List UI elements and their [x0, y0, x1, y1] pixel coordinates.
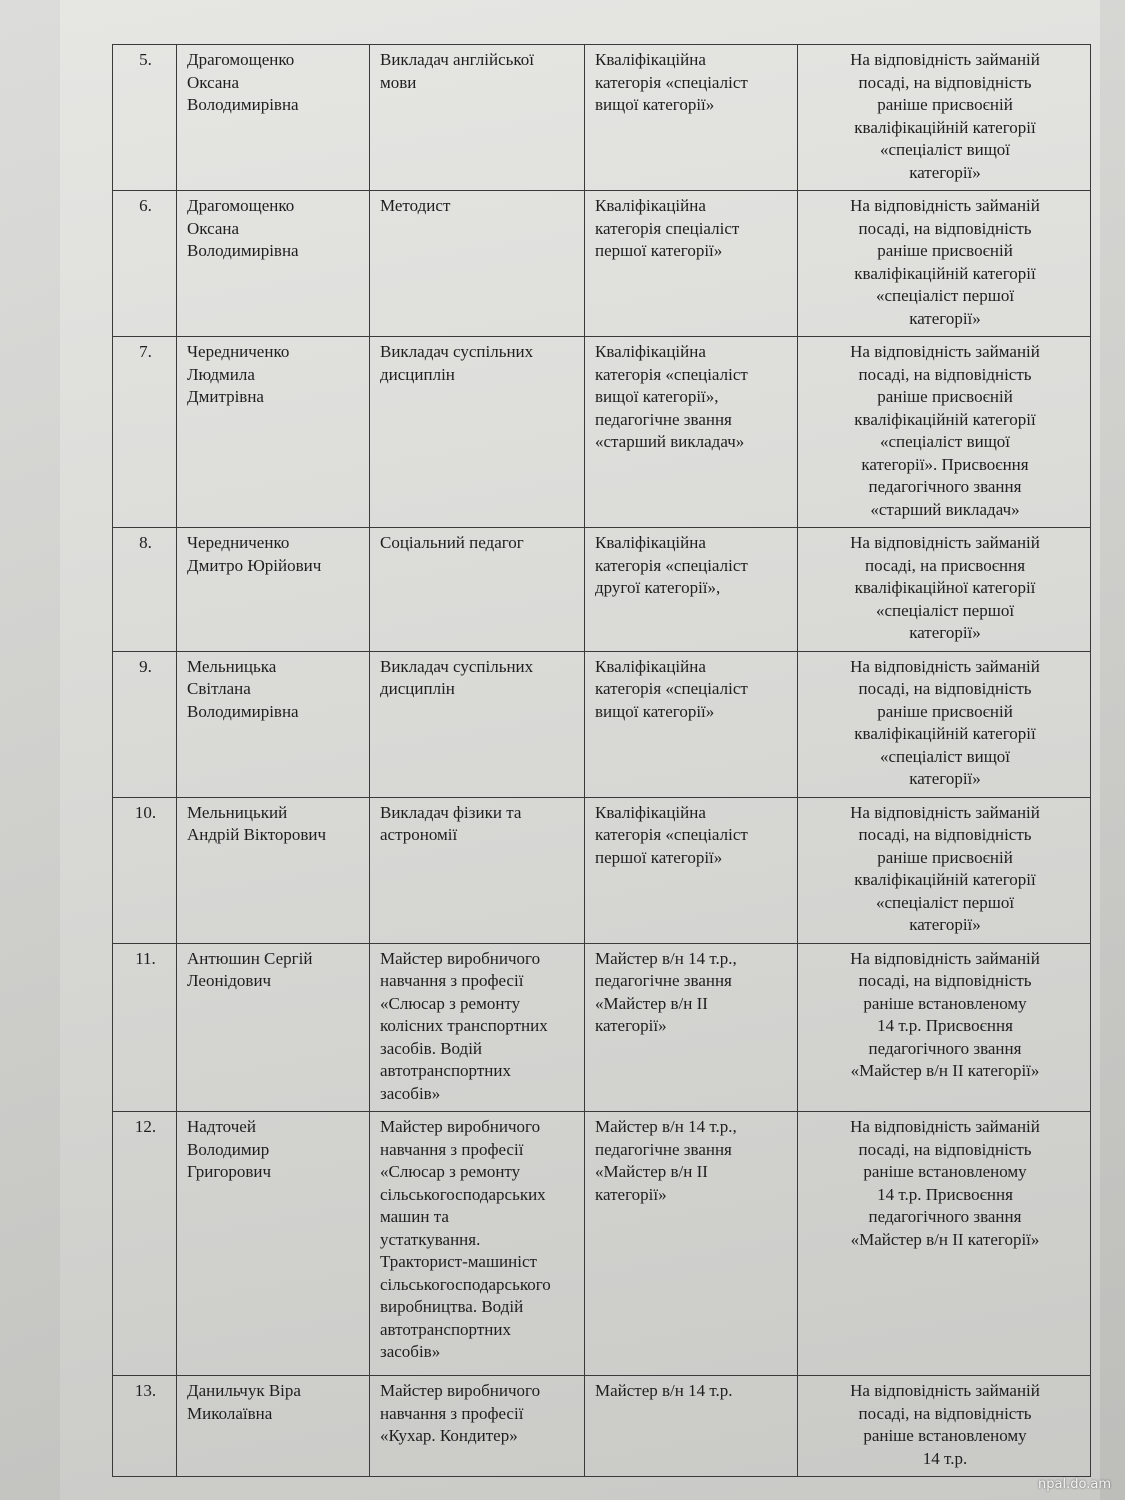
- position-line: мови: [380, 72, 417, 92]
- position-line: засобів»: [380, 1342, 441, 1361]
- qualification-cell: [585, 337, 798, 528]
- position-line: Майстер виробничого: [380, 948, 541, 968]
- row-number-cell: [113, 337, 177, 528]
- person-name-line: Надточей: [187, 1117, 256, 1136]
- person-name-line: Володимир: [187, 1139, 270, 1159]
- attestation-decision-line: раніше присвоєній: [877, 847, 1013, 867]
- position-line: Методист: [380, 196, 451, 215]
- qualification-line: категорії»: [595, 1184, 667, 1204]
- person-name-cell: [177, 337, 370, 528]
- position-line: автотранспортних: [380, 1061, 511, 1080]
- position-cell: [370, 191, 585, 337]
- attestation-decision-line: категорії»: [909, 623, 981, 642]
- attestation-decision-line: посаді, на відповідність: [858, 1403, 1032, 1423]
- attestation-decision-line: На відповідність займаній: [850, 533, 1040, 552]
- attestation-decision-line: «спеціаліст першої: [875, 286, 1015, 305]
- person-name-line: Дмитрівна: [187, 387, 264, 406]
- qualification-line: категорії»: [595, 1016, 667, 1035]
- row-number-cell: [113, 943, 177, 1112]
- attestation-decision-line: категорії»: [909, 162, 981, 182]
- attestation-decision-line: категорії»: [909, 915, 981, 934]
- position-line: дисциплін: [380, 364, 455, 384]
- attestation-decision-line: На відповідність займаній: [850, 342, 1040, 361]
- attestation-decision-line: посаді, на відповідність: [858, 971, 1032, 990]
- position-cell: [370, 528, 585, 652]
- person-name-line: Чередниченко: [187, 342, 290, 361]
- person-name-line: Драгомощенко: [187, 196, 295, 215]
- qualification-line: вищої категорії»: [595, 701, 715, 721]
- attestation-decision-line: «старший викладач»: [870, 499, 1020, 519]
- position-line: Тракторист-машиніст: [380, 1252, 537, 1271]
- position-cell: [370, 943, 585, 1112]
- row-number: 5.: [139, 50, 152, 69]
- row-number: 7.: [139, 342, 152, 361]
- attestation-decision-line: посаді, на відповідність: [858, 825, 1032, 844]
- person-name-cell: [177, 943, 370, 1112]
- attestation-table: [112, 44, 1091, 1477]
- position-line: засобів. Водій: [380, 1038, 483, 1058]
- attestation-decision-line: 14 т.р.: [922, 1448, 968, 1468]
- qualification-line: Кваліфікаційна: [595, 802, 706, 822]
- qualification-line: Майстер в/н 14 т.р.,: [595, 948, 737, 968]
- position-cell: [370, 1376, 585, 1477]
- attestation-decision-line: кваліфікаційній категорії: [854, 117, 1036, 137]
- person-name-line: Світлана: [187, 679, 251, 698]
- table-row: [113, 45, 1091, 191]
- attestation-decision-line: На відповідність займаній: [850, 50, 1040, 69]
- position-line: Викладач суспільних: [380, 342, 534, 361]
- attestation-decision-line: посаді, на відповідність: [858, 218, 1032, 238]
- qualification-cell: [585, 528, 798, 652]
- qualification-line: категорія «спеціаліст: [595, 72, 748, 92]
- table-row: [113, 528, 1091, 652]
- qualification-line: категорія спеціаліст: [595, 218, 740, 238]
- position-line: Майстер виробничого: [380, 1381, 541, 1400]
- position-line: дисциплін: [380, 679, 455, 698]
- position-line: астрономії: [380, 825, 458, 844]
- person-name-line: Мельницький: [187, 802, 288, 822]
- attestation-decision-line: На відповідність займаній: [850, 1117, 1040, 1136]
- qualification-line: Майстер в/н 14 т.р.,: [595, 1117, 737, 1136]
- qualification-cell: [585, 943, 798, 1112]
- attestation-decision-line: «спеціаліст вищої: [879, 140, 1011, 159]
- attestation-decision-line: раніше встановленому: [863, 1426, 1027, 1445]
- attestation-decision-line: «Майстер в/н II категорії»: [850, 1229, 1040, 1249]
- position-line: навчання з професії: [380, 1403, 524, 1423]
- attestation-decision-line: категорії». Присвоєння: [861, 454, 1029, 474]
- attestation-decision-line: категорії»: [909, 769, 981, 788]
- person-name-cell: [177, 1376, 370, 1477]
- attestation-decision-line: кваліфікаційної категорії: [854, 578, 1036, 597]
- attestation-decision-line: посаді, на відповідність: [858, 1139, 1032, 1159]
- attestation-decision-line: На відповідність займаній: [850, 802, 1040, 822]
- qualification-line: категорія «спеціаліст: [595, 555, 748, 575]
- position-line: навчання з професії: [380, 971, 524, 990]
- attestation-decision-line: раніше присвоєній: [877, 241, 1013, 260]
- attestation-decision-line: педагогічного звання: [868, 1207, 1022, 1226]
- qualification-cell: [585, 1112, 798, 1376]
- qualification-line: Майстер в/н 14 т.р.: [595, 1381, 733, 1400]
- position-line: навчання з професії: [380, 1139, 524, 1159]
- person-name-line: Володимирівна: [187, 701, 299, 721]
- position-line: засобів»: [380, 1083, 441, 1103]
- table-row: [113, 797, 1091, 943]
- position-line: сільськогосподарського: [380, 1274, 551, 1294]
- qualification-line: категорія «спеціаліст: [595, 679, 748, 698]
- person-name-line: Андрій Вікторович: [187, 825, 327, 844]
- qualification-cell: [585, 797, 798, 943]
- position-line: сільськогосподарських: [380, 1184, 546, 1204]
- position-cell: [370, 1112, 585, 1376]
- person-name-line: Антюшин Сергій: [187, 948, 313, 968]
- person-name-line: Оксана: [187, 72, 240, 92]
- qualification-cell: [585, 45, 798, 191]
- qualification-cell: [585, 651, 798, 797]
- row-number-cell: [113, 797, 177, 943]
- attestation-decision-cell: [798, 45, 1091, 191]
- position-line: Соціальний педагог: [380, 533, 524, 552]
- attestation-decision-line: категорії»: [909, 308, 981, 328]
- qualification-line: першої категорії»: [595, 241, 723, 260]
- attestation-decision-line: «спеціаліст першої: [875, 892, 1015, 912]
- attestation-decision-cell: [798, 1112, 1091, 1376]
- attestation-decision-line: На відповідність займаній: [850, 196, 1040, 215]
- attestation-decision-cell: [798, 1376, 1091, 1477]
- position-line: «Слюсар з ремонту: [380, 1162, 521, 1181]
- table-row: [113, 651, 1091, 797]
- row-number: 13.: [134, 1381, 157, 1400]
- attestation-decision-cell: [798, 191, 1091, 337]
- person-name-line: Григорович: [187, 1162, 272, 1181]
- person-name-cell: [177, 797, 370, 943]
- qualification-line: вищої категорії»,: [595, 387, 719, 406]
- table-row: [113, 191, 1091, 337]
- attestation-decision-line: «Майстер в/н II категорії»: [850, 1061, 1040, 1080]
- attestation-decision-cell: [798, 337, 1091, 528]
- table-row: [113, 1112, 1091, 1376]
- table-row: [113, 337, 1091, 528]
- attestation-decision-line: кваліфікаційній категорії: [854, 724, 1036, 743]
- position-line: колісних транспортних: [380, 1016, 548, 1035]
- position-line: «Слюсар з ремонту: [380, 993, 521, 1013]
- qualification-line: Кваліфікаційна: [595, 342, 706, 361]
- attestation-decision-cell: [798, 797, 1091, 943]
- attestation-decision-line: педагогічного звання: [868, 1038, 1022, 1058]
- position-line: Майстер виробничого: [380, 1117, 541, 1136]
- attestation-decision-line: педагогічного звання: [868, 477, 1022, 496]
- attestation-decision-line: посаді, на відповідність: [858, 679, 1032, 698]
- attestation-decision-line: раніше присвоєній: [877, 387, 1013, 406]
- row-number-cell: [113, 1376, 177, 1477]
- qualification-line: другої категорії»,: [595, 578, 721, 597]
- person-name-line: Мельницька: [187, 656, 277, 676]
- attestation-decision-line: кваліфікаційній категорії: [854, 409, 1036, 429]
- attestation-decision-line: посаді, на присвоєння: [864, 555, 1026, 575]
- row-number: 8.: [139, 533, 152, 552]
- position-cell: [370, 651, 585, 797]
- row-number: 12.: [134, 1117, 157, 1136]
- qualification-line: Кваліфікаційна: [595, 533, 706, 552]
- position-line: машин та: [380, 1207, 449, 1226]
- person-name-cell: [177, 1112, 370, 1376]
- person-name-cell: [177, 651, 370, 797]
- qualification-line: педагогічне звання: [595, 971, 732, 990]
- attestation-decision-line: 14 т.р. Присвоєння: [877, 1016, 1013, 1035]
- table-body: [113, 45, 1091, 1477]
- qualification-line: вищої категорії»: [595, 95, 715, 114]
- qualification-cell: [585, 1376, 798, 1477]
- qualification-cell: [585, 191, 798, 337]
- attestation-decision-cell: [798, 651, 1091, 797]
- row-number-cell: [113, 651, 177, 797]
- qualification-line: Кваліфікаційна: [595, 656, 706, 676]
- row-number-cell: [113, 528, 177, 652]
- qualification-line: «Майстер в/н II: [595, 1162, 708, 1181]
- attestation-decision-line: «спеціаліст вищої: [879, 746, 1011, 766]
- row-number: 9.: [139, 656, 152, 676]
- position-line: «Кухар. Кондитер»: [380, 1426, 518, 1445]
- person-name-cell: [177, 191, 370, 337]
- attestation-decision-line: раніше встановленому: [863, 1162, 1027, 1181]
- attestation-decision-line: На відповідність займаній: [850, 656, 1040, 676]
- person-name-line: Оксана: [187, 218, 240, 238]
- qualification-line: першої категорії»: [595, 847, 723, 867]
- attestation-decision-line: раніше присвоєній: [877, 701, 1013, 721]
- position-line: устаткування.: [380, 1229, 481, 1249]
- attestation-decision-line: посаді, на відповідність: [858, 72, 1032, 92]
- row-number-cell: [113, 1112, 177, 1376]
- row-number-cell: [113, 191, 177, 337]
- person-name-line: Володимирівна: [187, 95, 299, 114]
- position-cell: [370, 337, 585, 528]
- attestation-decision-line: На відповідність займаній: [850, 948, 1040, 968]
- person-name-line: Леонідович: [187, 971, 272, 990]
- person-name-line: Чередниченко: [187, 533, 290, 552]
- attestation-decision-line: «спеціаліст вищої: [879, 432, 1011, 451]
- row-number: 6.: [139, 196, 152, 215]
- position-cell: [370, 797, 585, 943]
- position-line: Викладач фізики та: [380, 802, 522, 822]
- attestation-decision-line: кваліфікаційній категорії: [854, 870, 1036, 889]
- qualification-line: категорія «спеціаліст: [595, 825, 748, 844]
- person-name-line: Драгомощенко: [187, 50, 295, 69]
- row-number: 11.: [135, 948, 156, 968]
- attestation-decision-cell: [798, 943, 1091, 1112]
- attestation-decision-cell: [798, 528, 1091, 652]
- attestation-decision-line: кваліфікаційній категорії: [854, 263, 1036, 283]
- position-line: виробництва. Водій: [380, 1297, 524, 1316]
- person-name-line: Людмила: [187, 364, 255, 384]
- qualification-line: категорія «спеціаліст: [595, 364, 748, 384]
- person-name-line: Володимирівна: [187, 241, 299, 260]
- position-line: Викладач суспільних: [380, 656, 534, 676]
- qualification-line: Кваліфікаційна: [595, 50, 706, 69]
- attestation-decision-line: 14 т.р. Присвоєння: [877, 1184, 1013, 1204]
- qualification-line: «старший викладач»: [595, 432, 745, 451]
- person-name-cell: [177, 528, 370, 652]
- person-name-line: Миколаївна: [187, 1403, 273, 1423]
- attestation-decision-line: «спеціаліст першої: [875, 600, 1015, 620]
- position-cell: [370, 45, 585, 191]
- person-name-line: Данильчук Віра: [187, 1381, 301, 1400]
- row-number: 10.: [134, 802, 157, 822]
- qualification-line: педагогічне звання: [595, 1139, 732, 1159]
- site-watermark: npal.do.am: [1038, 1477, 1111, 1492]
- attestation-decision-line: посаді, на відповідність: [858, 364, 1032, 384]
- attestation-decision-line: раніше встановленому: [863, 993, 1027, 1013]
- attestation-decision-line: раніше присвоєній: [877, 95, 1013, 114]
- row-number-cell: [113, 45, 177, 191]
- qualification-line: педагогічне звання: [595, 409, 732, 429]
- position-line: автотранспортних: [380, 1319, 511, 1339]
- qualification-line: «Майстер в/н II: [595, 993, 708, 1013]
- qualification-line: Кваліфікаційна: [595, 196, 706, 215]
- person-name-cell: [177, 45, 370, 191]
- person-name-line: Дмитро Юрійович: [187, 555, 322, 575]
- table-row: [113, 1376, 1091, 1477]
- table-row: [113, 943, 1091, 1112]
- attestation-decision-line: На відповідність займаній: [850, 1381, 1040, 1400]
- position-line: Викладач англійської: [380, 50, 535, 69]
